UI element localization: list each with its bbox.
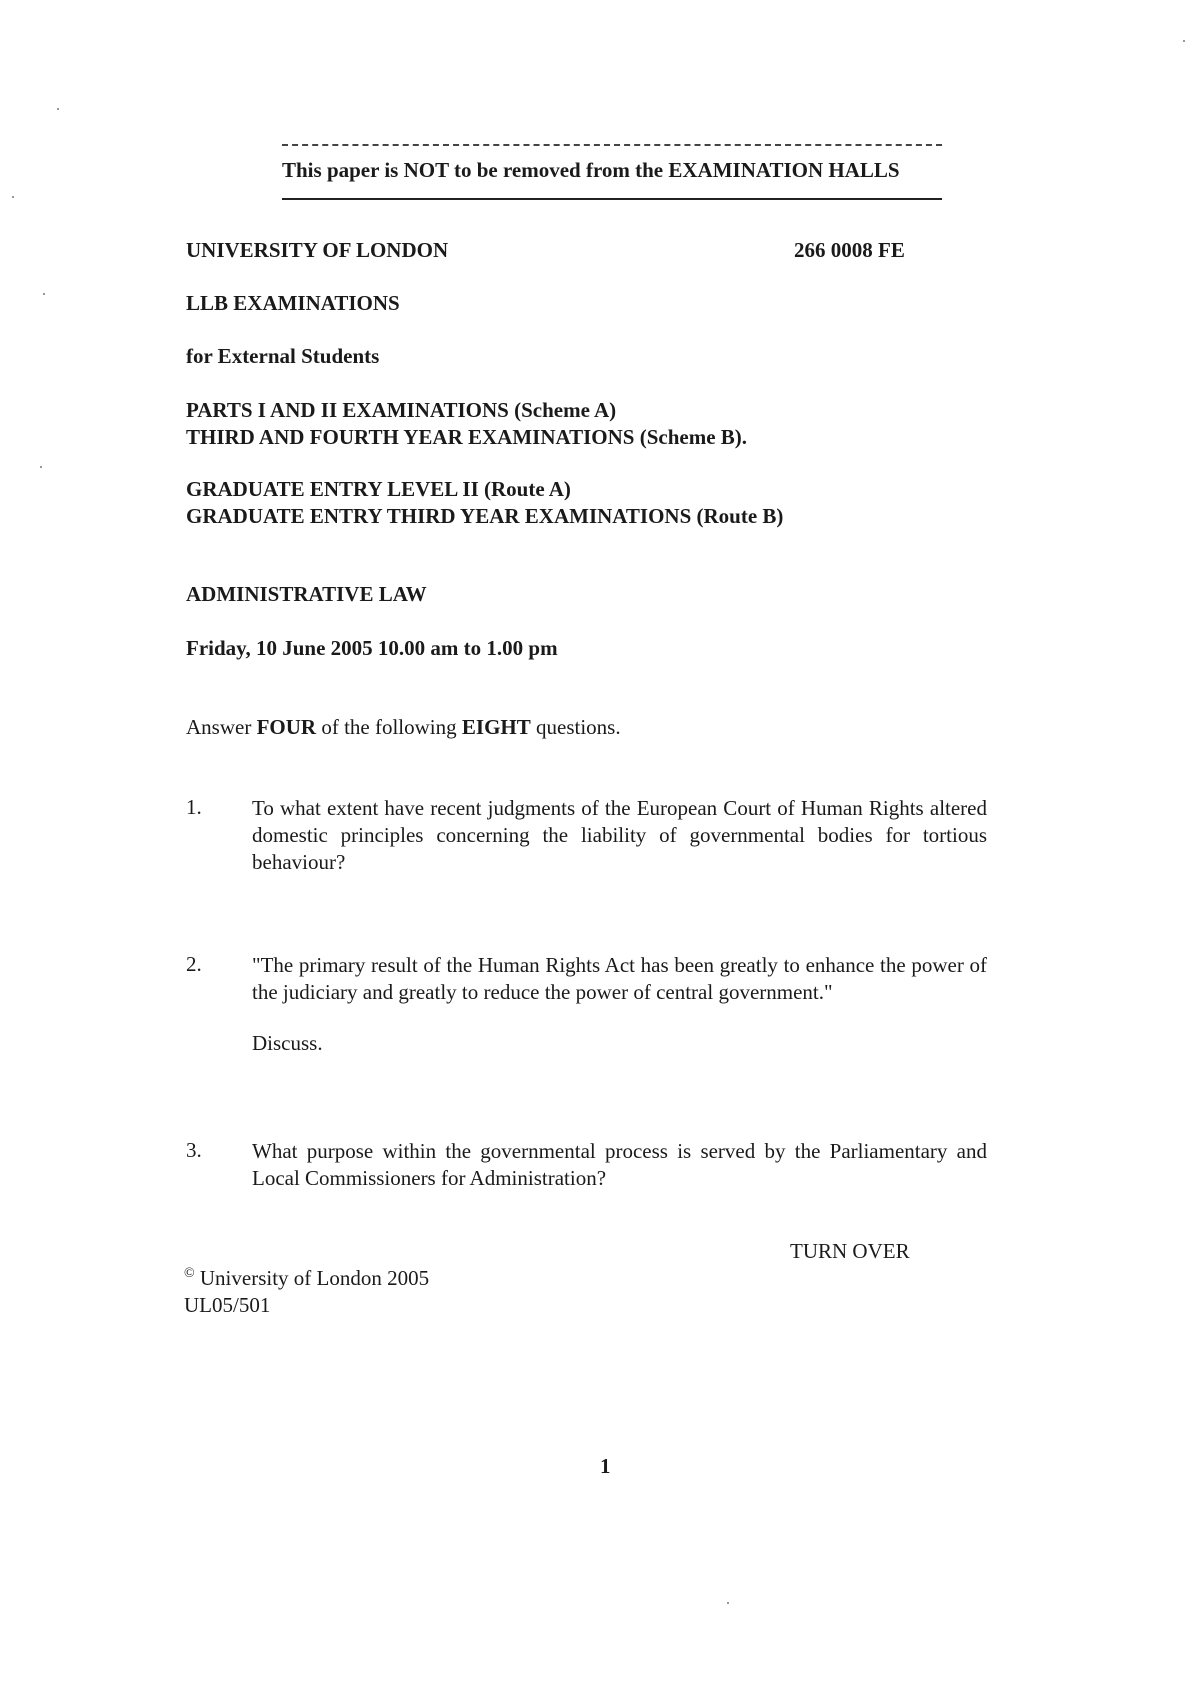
turn-over: TURN OVER (790, 1239, 910, 1263)
scan-speck (1183, 40, 1185, 42)
scan-speck (12, 196, 14, 198)
notice-top-rule (282, 144, 942, 146)
notice-text: This paper is NOT to be removed from the EXAMINATION HALLS (282, 158, 900, 182)
audience: for External Students (186, 344, 380, 368)
question-2-text: "The primary result of the Human Rights Act has been greatly to enhance the power of the judiciary and greatly to reduce the power of central government." (252, 953, 987, 1004)
instructions-total: EIGHT (461, 715, 531, 739)
paper-reference: UL05/501 (184, 1293, 271, 1317)
copyright (184, 1266, 429, 1291)
question-2-follow-up: Discuss. (252, 1031, 323, 1055)
graduate-line-2: GRADUATE ENTRY THIRD YEAR EXAMINATIONS (Route B) (186, 504, 784, 528)
question-3-text: What purpose within the governmental process is served by the Parliamentary and Local Commissioners for Administration? (252, 1139, 987, 1190)
copyright-text: University of London 2005 (199, 1266, 430, 1290)
paper-code: 266 0008 FE (794, 238, 905, 262)
parts-line-1: PARTS I AND II EXAMINATIONS (Scheme A) (186, 398, 617, 422)
instructions-mid: of the following (316, 715, 462, 739)
scan-speck (40, 466, 42, 468)
exam-datetime: Friday, 10 June 2005 10.00 am to 1.00 pm (186, 636, 558, 660)
question-1-text: To what extent have recent judgments of the European Court of Human Rights altered domestic principles concerning the liability of governmental bodies for tortious behaviour? (252, 796, 987, 874)
instructions-pre: Answer (186, 715, 257, 739)
question-2-number: 2. (186, 952, 202, 976)
instructions-post: questions. (530, 715, 621, 739)
parts-line-2: THIRD AND FOURTH YEAR EXAMINATIONS (Scheme B). (186, 425, 748, 449)
notice-bottom-rule (282, 198, 942, 200)
page-number: 1 (600, 1454, 611, 1478)
scan-speck (57, 108, 59, 110)
subject-title: ADMINISTRATIVE LAW (186, 582, 427, 606)
instructions-count: FOUR (256, 715, 317, 739)
instructions (186, 715, 621, 740)
exam-title: LLB EXAMINATIONS (186, 291, 400, 315)
question-3-number: 3. (186, 1138, 202, 1162)
copyright-symbol: © (184, 1266, 195, 1281)
question-1-number: 1. (186, 795, 202, 819)
graduate-line-1: GRADUATE ENTRY LEVEL II (Route A) (186, 477, 571, 501)
university-name: UNIVERSITY OF LONDON (186, 238, 449, 262)
scan-speck (727, 1602, 729, 1604)
scan-speck (43, 293, 45, 295)
